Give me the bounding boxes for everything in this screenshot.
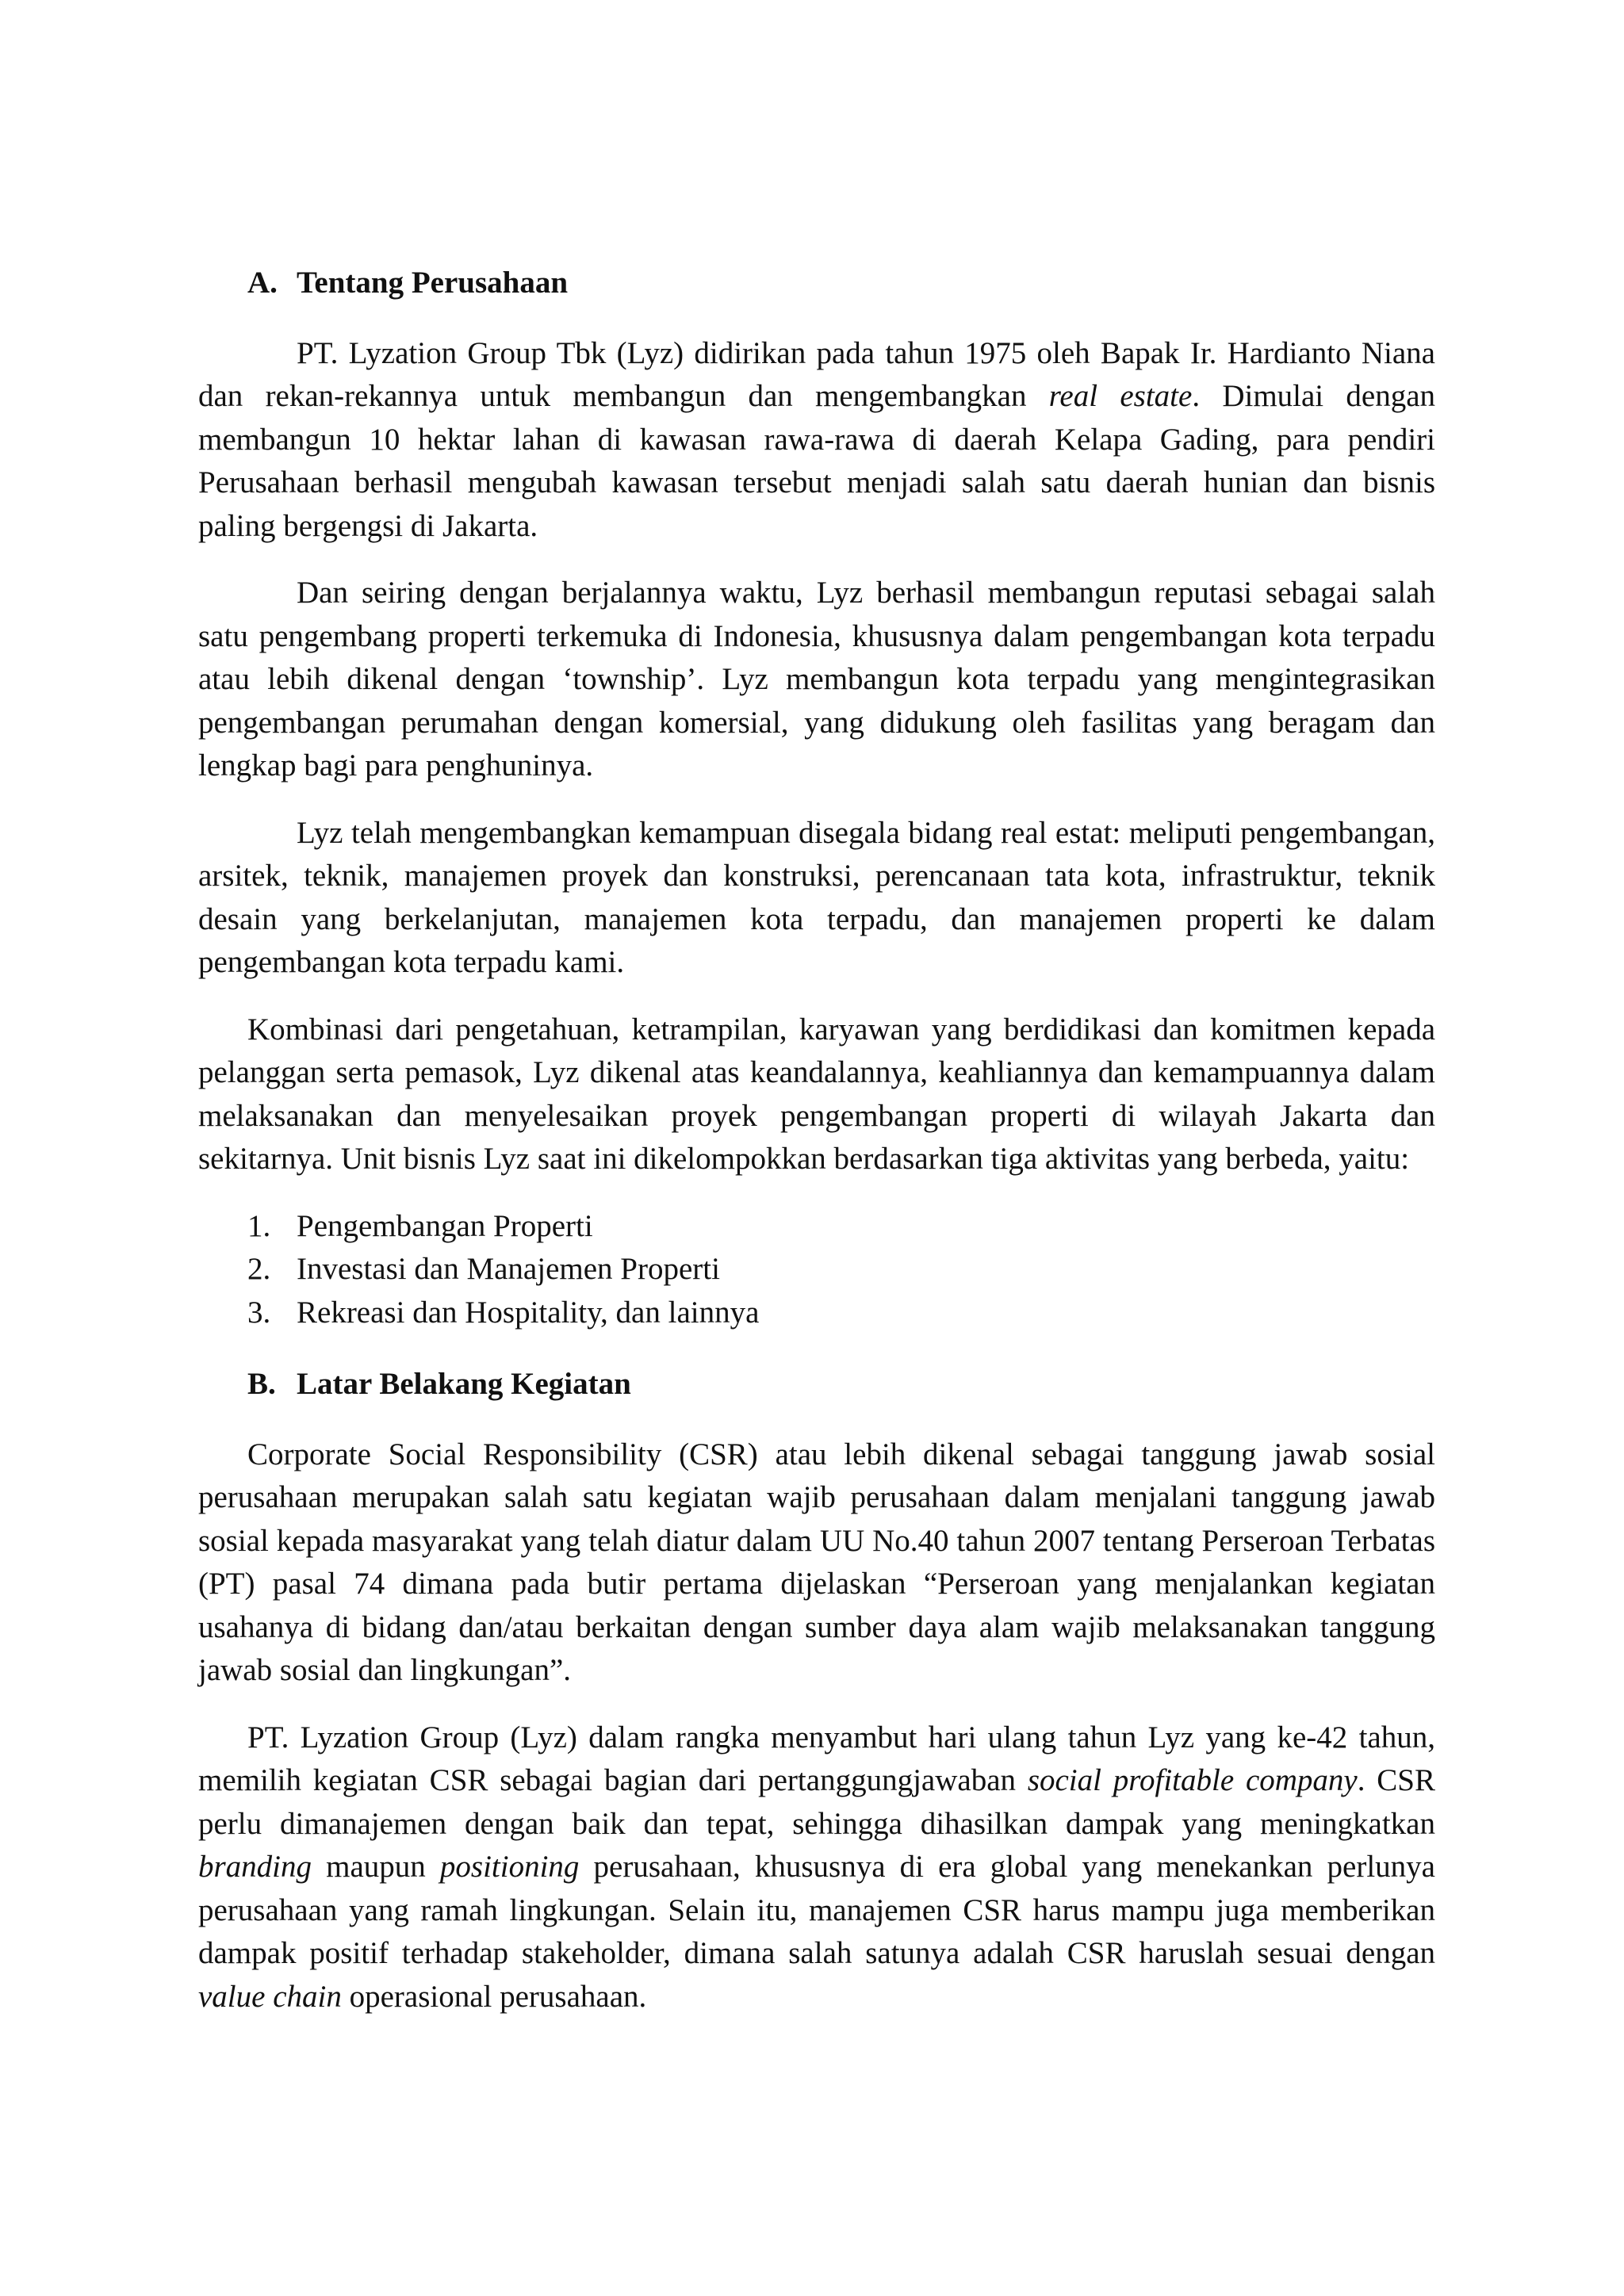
section-b-letter: B. (247, 1367, 276, 1401)
section-b-paragraph-2 (198, 1716, 1435, 2019)
section-a-title: Tentang Perusahaan (297, 266, 569, 300)
section-a-paragraph-3: Lyz telah mengembangkan kemampuan disegala bidang real estat: meliputi pengembangan, arsitek, teknik, manajemen proyek dan konstruksi, perencanaan tata kota, infrastruktur, teknik desain yang berkelanjutan, manajemen kota terpadu, dan manajemen properti ke dalam pengembangan kota terpadu kami. (198, 815, 1435, 979)
activity-number: 2. (247, 1252, 271, 1286)
activity-item (198, 1205, 1435, 1249)
activity-text: Pengembangan Properti (297, 1208, 593, 1243)
activity-text: Investasi dan Manajemen Properti (297, 1252, 720, 1286)
section-a-p1-text-2: . Dimulai dengan membangun 10 hektar lahan di kawasan rawa-rawa di daerah Kelapa Gading, para pendiri Perusahaan berhasil mengubah kawasan tersebut menjadi salah satu daerah hunian dan bisnis paling bergengsi di Jakarta. (198, 379, 1436, 543)
section-b-p2-text-4: perusahaan, khususnya di era global yang menekankan perlunya perusahaan yang ramah lingkungan. Selain itu, manajemen CSR harus mampu juga memberikan dampak positif terhadap stakeholder, dimana salah satunya adalah CSR haruslah sesuai dengan (198, 1850, 1435, 1970)
section-b-p2-text-3: maupun (312, 1850, 440, 1884)
section-b-p2-italic-1: social profitable company (1027, 1763, 1358, 1797)
section-b-p2-italic-3: positioning (439, 1850, 580, 1884)
section-a-p1-italic: real estate (1048, 379, 1193, 413)
section-b-p2-text-2: . CSR perlu dimanajemen dengan baik dan tepat, sehingga dihasilkan dampak yang meningkatkan (198, 1763, 1435, 1841)
section-b-heading (198, 1363, 1435, 1406)
section-a-p1-text-1: PT. Lyzation Group Tbk (Lyz) didirikan pada tahun 1975 oleh Bapak Ir. Hardianto Niana dan rekan-rekannya untuk membangun dan mengembangkan (198, 335, 1435, 413)
section-a-paragraph-1 (198, 332, 1435, 549)
section-a-paragraph-2: Dan seiring dengan berjalannya waktu, Lyz berhasil membangun reputasi sebagai salah satu pengembang properti terkemuka di Indonesia, khususnya dalam pengembangan kota terpadu atau lebih dikenal dengan ‘township’. Lyz membangun kota terpadu yang mengintegrasikan pengembangan perumahan dengan komersial, yang didukung oleh fasilitas yang beragam dan lengkap bagi para penghuninya. (198, 576, 1435, 783)
activity-text: Rekreasi dan Hospitality, dan lainnya (297, 1295, 760, 1330)
section-a-letter: A. (247, 266, 278, 300)
activities-list (198, 1205, 1435, 1335)
section-b-p2-text-5: operasional perusahaan. (341, 1979, 647, 2014)
section-a-heading (198, 262, 1435, 305)
section-b-title: Latar Belakang Kegiatan (297, 1367, 631, 1401)
activity-number: 3. (247, 1295, 271, 1330)
activity-item (198, 1248, 1435, 1292)
section-a-paragraph-4: Kombinasi dari pengetahuan, ketrampilan, karyawan yang berdidikasi dan komitmen kepada pelanggan serta pemasok, Lyz dikenal atas keandalannya, keahliannya dan kemampuannya dalam melaksanakan dan menyelesaikan proyek pengembangan properti di wilayah Jakarta dan sekitarnya. Unit bisnis Lyz saat ini dikelompokkan berdasarkan tiga aktivitas yang berbeda, yaitu: (198, 1012, 1435, 1176)
section-b-p2-italic-4: value chain (198, 1979, 342, 2014)
document-body (198, 262, 1435, 2042)
activity-item (198, 1292, 1435, 1335)
activity-number: 1. (247, 1208, 271, 1243)
section-b-p2-italic-2: branding (198, 1850, 312, 1884)
section-b-p2-text-1: PT. Lyzation Group (Lyz) dalam rangka menyambut hari ulang tahun Lyz yang ke-42 tahun, memilih kegiatan CSR sebagai bagian dari pertanggungjawaban (198, 1720, 1435, 1797)
section-b-paragraph-1: Corporate Social Responsibility (CSR) atau lebih dikenal sebagai tanggung jawab sosial perusahaan merupakan salah satu kegiatan wajib perusahaan dalam menjalani tanggung jawab sosial kepada masyarakat yang telah diatur dalam UU No.40 tahun 2007 tentang Perseroan Terbatas (PT) pasal 74 dimana pada butir pertama dijelaskan “Perseroan yang menjalankan kegiatan usahanya di bidang dan/atau berkaitan dengan sumber daya alam wajib melaksanakan tanggung jawab sosial dan lingkungan”. (198, 1437, 1435, 1687)
